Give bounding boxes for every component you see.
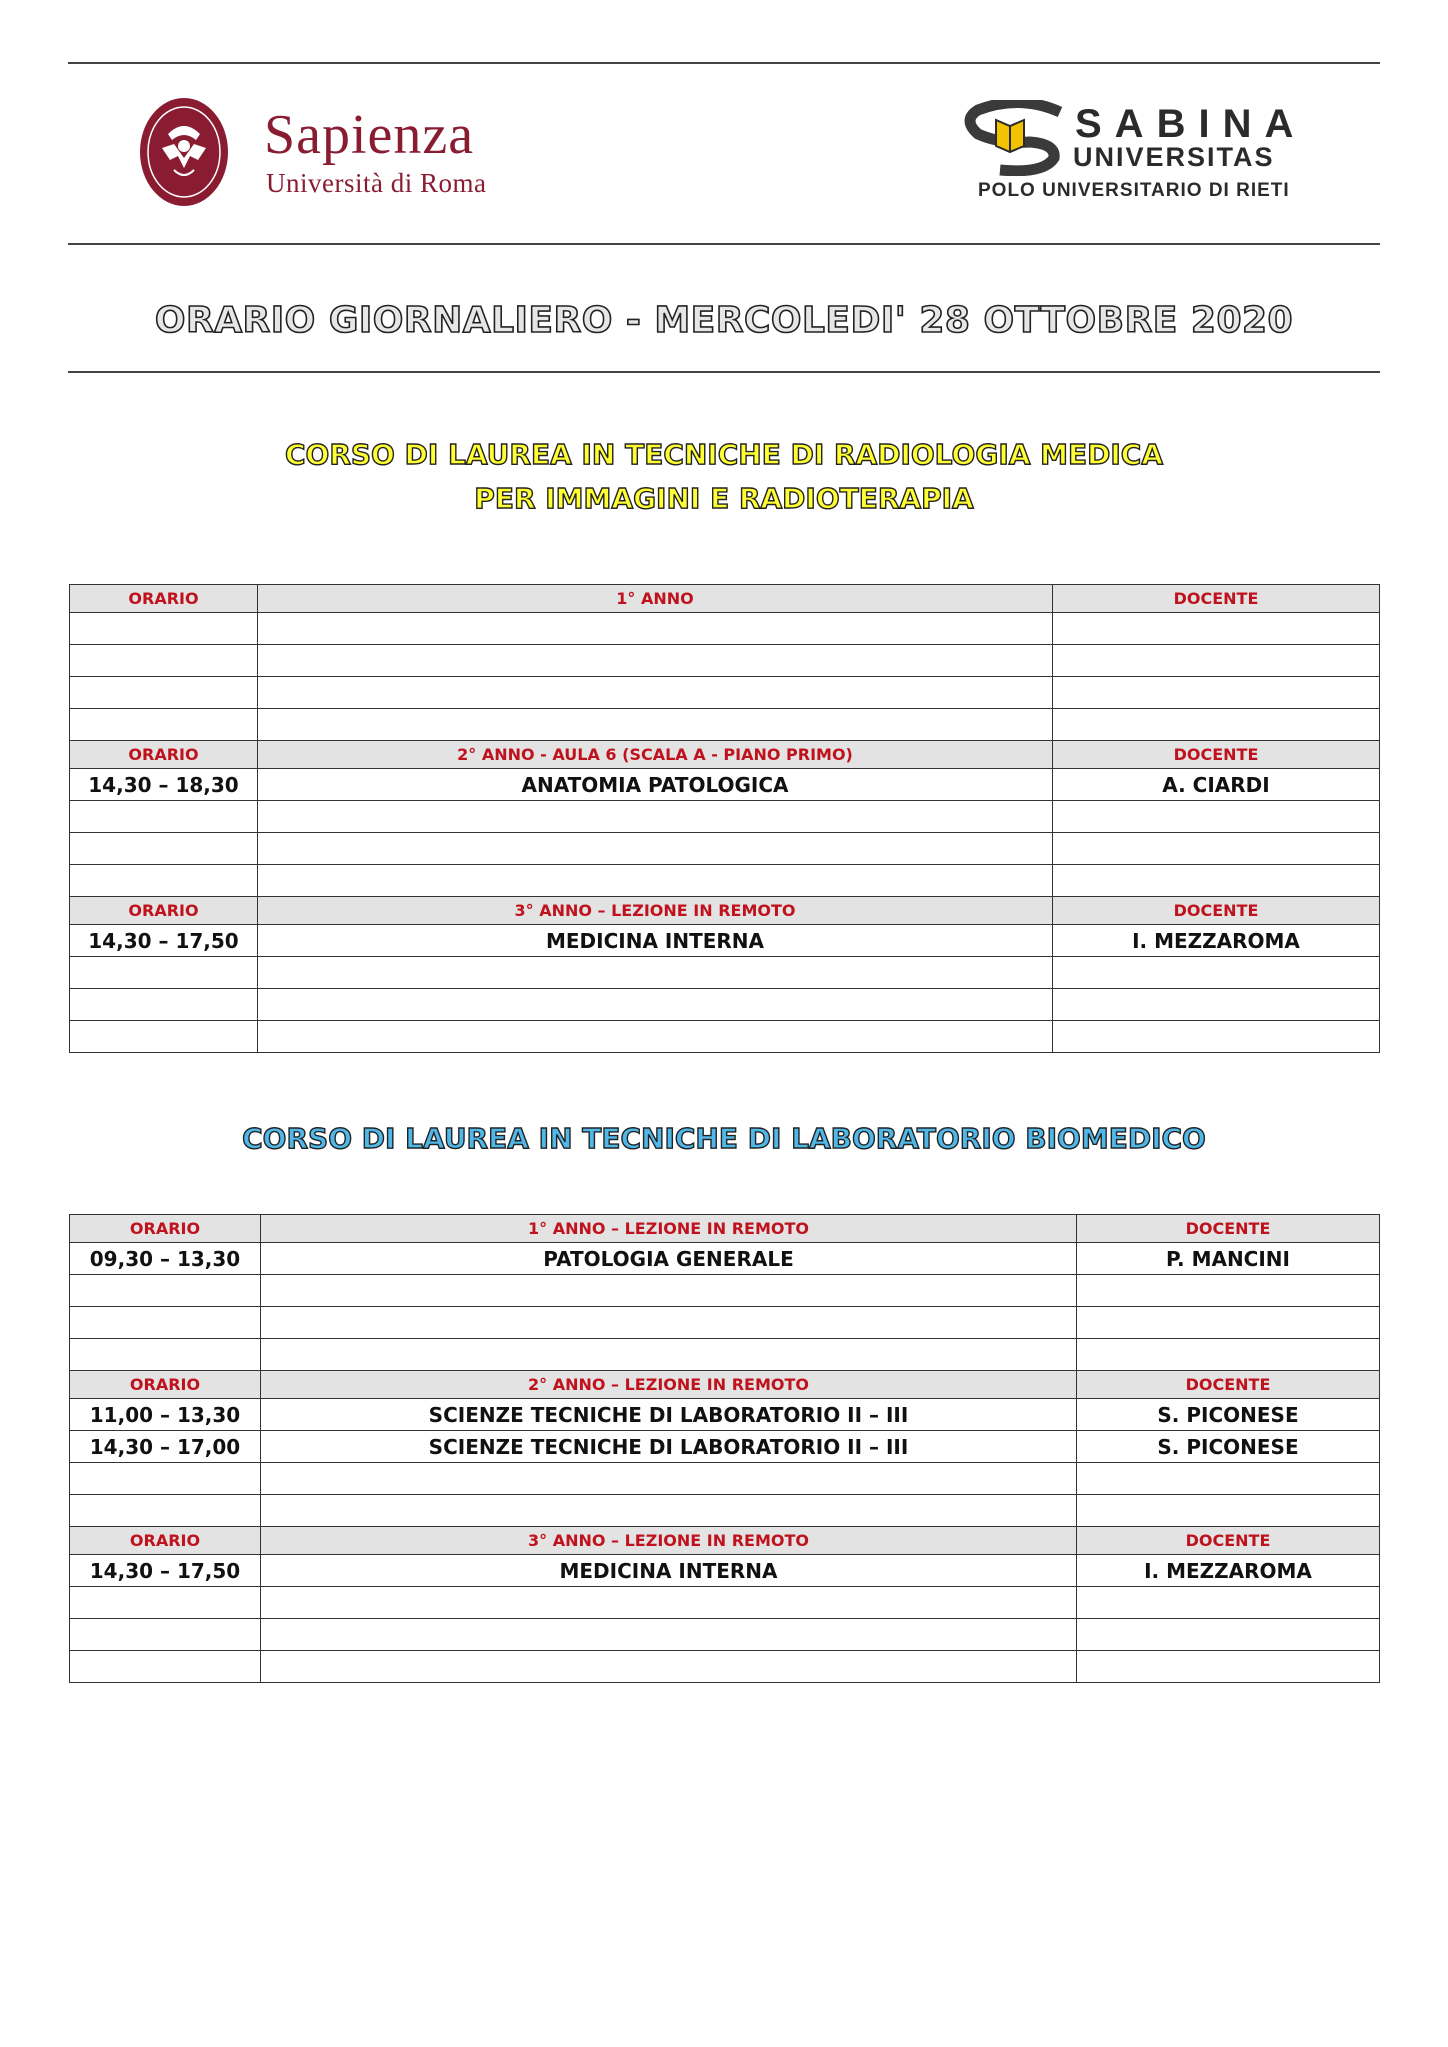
- cell-docente: [1053, 833, 1380, 865]
- table-row: [70, 1463, 1380, 1495]
- sapienza-seal-icon: [138, 96, 230, 208]
- cell-materia: PATOLOGIA GENERALE: [261, 1243, 1077, 1275]
- table-row: [70, 957, 1380, 989]
- cell-orario: [70, 1587, 261, 1619]
- cell-orario: 14,30 – 18,30: [70, 769, 258, 801]
- cell-orario: [70, 645, 258, 677]
- cell-docente: [1077, 1339, 1380, 1371]
- cell-docente: [1053, 709, 1380, 741]
- table-row: [70, 1021, 1380, 1053]
- table-row: [70, 1495, 1380, 1527]
- table-row: [70, 1431, 1380, 1463]
- course-title-line: CORSO DI LAUREA IN TECNICHE DI LABORATORIO BIOMEDICO: [242, 1122, 1206, 1155]
- cell-docente: [1077, 1275, 1380, 1307]
- table-row: [70, 989, 1380, 1021]
- cell-materia: ANATOMIA PATOLOGICA: [258, 769, 1053, 801]
- cell-materia: [261, 1651, 1077, 1683]
- cell-docente: [1053, 989, 1380, 1021]
- cell-orario: 11,00 – 13,30: [70, 1399, 261, 1431]
- table-row: [70, 677, 1380, 709]
- cell-materia: [258, 957, 1053, 989]
- cell-orario: [70, 1275, 261, 1307]
- cell-orario: [70, 1339, 261, 1371]
- header-orario: ORARIO: [70, 1527, 261, 1555]
- table-row: [70, 801, 1380, 833]
- cell-docente: [1053, 613, 1380, 645]
- cell-materia: [261, 1307, 1077, 1339]
- header-orario: ORARIO: [70, 897, 258, 925]
- cell-docente: S. PICONESE: [1077, 1399, 1380, 1431]
- cell-orario: [70, 1021, 258, 1053]
- header-orario: ORARIO: [70, 585, 258, 613]
- section-header-row: [70, 897, 1380, 925]
- header-docente: DOCENTE: [1053, 897, 1380, 925]
- cell-materia: [258, 1021, 1053, 1053]
- cell-materia: [258, 613, 1053, 645]
- cell-docente: [1077, 1619, 1380, 1651]
- header-anno: 2° ANNO – LEZIONE IN REMOTO: [261, 1371, 1077, 1399]
- cell-materia: [258, 709, 1053, 741]
- course-title-line: CORSO DI LAUREA IN TECNICHE DI RADIOLOGIA MEDICA: [284, 438, 1164, 471]
- section-header-row: [70, 1215, 1380, 1243]
- cell-orario: [70, 1463, 261, 1495]
- cell-docente: [1053, 801, 1380, 833]
- top-rule: [68, 62, 1380, 64]
- sapienza-logo: [138, 96, 608, 211]
- cell-docente: [1053, 957, 1380, 989]
- cell-materia: [258, 645, 1053, 677]
- table-row: [70, 709, 1380, 741]
- cell-orario: [70, 957, 258, 989]
- schedule-table-radiologia: [69, 584, 1380, 1053]
- sabina-logo: [960, 100, 1312, 210]
- header-anno: 3° ANNO – LEZIONE IN REMOTO: [261, 1527, 1077, 1555]
- header-orario: ORARIO: [70, 1371, 261, 1399]
- cell-docente: [1077, 1587, 1380, 1619]
- table-row: [70, 1619, 1380, 1651]
- course-title-radiologia: [68, 436, 1380, 518]
- table-row: [70, 769, 1380, 801]
- cell-orario: 14,30 – 17,50: [70, 1555, 261, 1587]
- header-anno: 1° ANNO: [258, 585, 1053, 613]
- table-row: [70, 925, 1380, 957]
- header-orario: ORARIO: [70, 1215, 261, 1243]
- cell-orario: [70, 677, 258, 709]
- title-rule: [68, 371, 1380, 373]
- cell-docente: [1053, 645, 1380, 677]
- course-title-laboratorio: [68, 1120, 1380, 1158]
- table-row: [70, 833, 1380, 865]
- table-row: [70, 865, 1380, 897]
- cell-materia: [258, 833, 1053, 865]
- cell-materia: [261, 1619, 1077, 1651]
- cell-docente: [1077, 1495, 1380, 1527]
- section-header-row: [70, 741, 1380, 769]
- table-row: [70, 1555, 1380, 1587]
- table-row: [70, 1587, 1380, 1619]
- sabina-universitas: UNIVERSITAS: [1073, 142, 1275, 172]
- cell-docente: [1053, 677, 1380, 709]
- cell-docente: [1053, 865, 1380, 897]
- header-docente: DOCENTE: [1077, 1371, 1380, 1399]
- header-anno: 3° ANNO – LEZIONE IN REMOTO: [258, 897, 1053, 925]
- cell-materia: [261, 1463, 1077, 1495]
- cell-docente: [1077, 1463, 1380, 1495]
- cell-docente: I. MEZZAROMA: [1053, 925, 1380, 957]
- cell-docente: [1053, 1021, 1380, 1053]
- section-header-row: [70, 1371, 1380, 1399]
- sabina-name: SABINA: [1075, 102, 1307, 146]
- cell-materia: SCIENZE TECNICHE DI LABORATORIO II – III: [261, 1431, 1077, 1463]
- cell-orario: [70, 1619, 261, 1651]
- cell-materia: MEDICINA INTERNA: [258, 925, 1053, 957]
- cell-orario: 14,30 – 17,00: [70, 1431, 261, 1463]
- cell-materia: [258, 677, 1053, 709]
- cell-docente: A. CIARDI: [1053, 769, 1380, 801]
- cell-materia: [261, 1587, 1077, 1619]
- cell-docente: P. MANCINI: [1077, 1243, 1380, 1275]
- cell-orario: [70, 989, 258, 1021]
- cell-materia: [258, 865, 1053, 897]
- cell-materia: [261, 1495, 1077, 1527]
- table-row: [70, 1399, 1380, 1431]
- header-rule: [68, 243, 1380, 245]
- cell-materia: [261, 1339, 1077, 1371]
- cell-orario: [70, 1651, 261, 1683]
- cell-orario: [70, 1307, 261, 1339]
- cell-orario: [70, 1495, 261, 1527]
- cell-orario: [70, 833, 258, 865]
- table-row: [70, 645, 1380, 677]
- table-row: [70, 1339, 1380, 1371]
- sabina-polo: POLO UNIVERSITARIO DI RIETI: [978, 180, 1290, 201]
- cell-orario: 14,30 – 17,50: [70, 925, 258, 957]
- header-anno: 1° ANNO – LEZIONE IN REMOTO: [261, 1215, 1077, 1243]
- cell-orario: 09,30 – 13,30: [70, 1243, 261, 1275]
- section-header-row: [70, 585, 1380, 613]
- cell-docente: I. MEZZAROMA: [1077, 1555, 1380, 1587]
- cell-materia: SCIENZE TECNICHE DI LABORATORIO II – III: [261, 1399, 1077, 1431]
- cell-orario: [70, 613, 258, 645]
- cell-docente: [1077, 1307, 1380, 1339]
- sapienza-subtitle: Università di Roma: [266, 168, 487, 198]
- cell-orario: [70, 709, 258, 741]
- table-row: [70, 1243, 1380, 1275]
- header-docente: DOCENTE: [1053, 741, 1380, 769]
- header-docente: DOCENTE: [1053, 585, 1380, 613]
- schedule-table-laboratorio: [69, 1214, 1380, 1683]
- table-row: [70, 613, 1380, 645]
- table-row: [70, 1651, 1380, 1683]
- cell-materia: [261, 1275, 1077, 1307]
- cell-materia: [258, 801, 1053, 833]
- cell-orario: [70, 801, 258, 833]
- header-docente: DOCENTE: [1077, 1215, 1380, 1243]
- table-row: [70, 1307, 1380, 1339]
- page-title: ORARIO GIORNALIERO - MERCOLEDI' 28 OTTOBRE 2020: [154, 300, 1294, 341]
- cell-docente: S. PICONESE: [1077, 1431, 1380, 1463]
- table-row: [70, 1275, 1380, 1307]
- sapienza-name: Sapienza: [264, 104, 475, 166]
- cell-materia: MEDICINA INTERNA: [261, 1555, 1077, 1587]
- cell-orario: [70, 865, 258, 897]
- header-orario: ORARIO: [70, 741, 258, 769]
- sabina-book-icon: [960, 100, 1070, 176]
- cell-docente: [1077, 1651, 1380, 1683]
- header-docente: DOCENTE: [1077, 1527, 1380, 1555]
- cell-materia: [258, 989, 1053, 1021]
- header-anno: 2° ANNO - AULA 6 (SCALA A - PIANO PRIMO): [258, 741, 1053, 769]
- section-header-row: [70, 1527, 1380, 1555]
- course-title-line: PER IMMAGINI E RADIOTERAPIA: [474, 482, 974, 515]
